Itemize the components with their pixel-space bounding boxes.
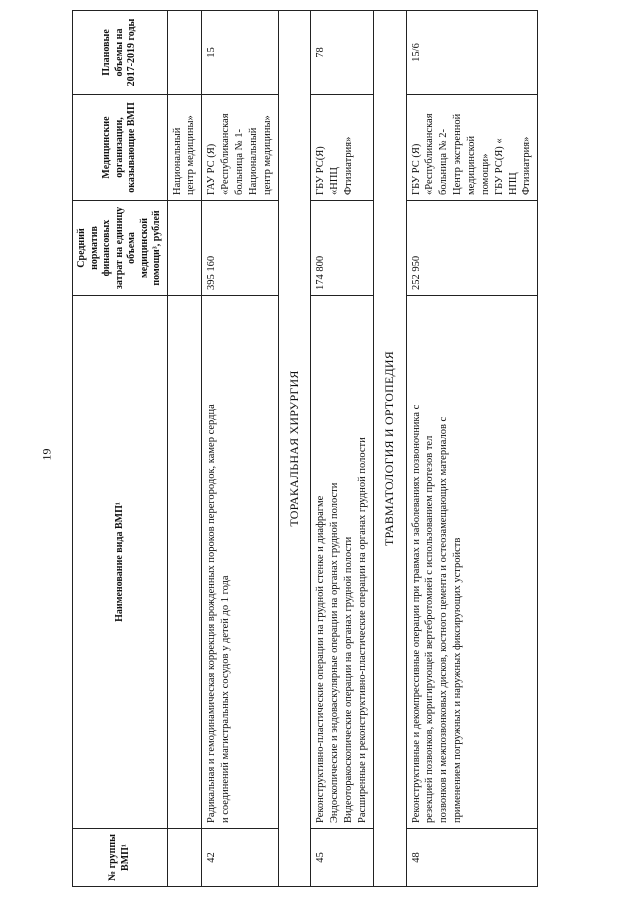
section-title-thoracic: ТОРАКАЛЬНАЯ ХИРУРГИЯ <box>278 11 311 887</box>
org-line: больница № 2- <box>438 128 450 195</box>
header-orgs: Медицинские организации, оказывающие ВМП <box>73 95 168 201</box>
volume-value: 15/6 <box>406 11 538 95</box>
name-line: Реконструктивно-пластические операции на грудной стенке и диафрагме <box>315 495 327 823</box>
name-line: применением погружных и наружных фиксирующих устройств <box>452 537 464 823</box>
header-row <box>73 11 168 887</box>
header-cost: Средний норматив финансовых затрат на единицу объема медицинской помощи³, рублей <box>73 201 168 296</box>
volume-value: 78 <box>311 11 373 95</box>
org-line: центр медицины» <box>185 115 197 195</box>
org-line: Фтизиатрия» <box>343 136 355 195</box>
section-title-traumatology: ТРАВМАТОЛОГИЯ И ОРТОПЕДИЯ <box>373 11 406 887</box>
header-volume: Плановые объемы на 2017-2019 годы <box>73 11 168 95</box>
org-list <box>202 95 278 201</box>
org-line: ГАУ РС (Я) <box>206 143 218 195</box>
org-line: Национальный <box>171 127 183 195</box>
org-line: ГБУ РС (Я) <box>410 143 422 195</box>
org-line: центр медицины» <box>261 115 273 195</box>
vmp-name <box>311 296 373 829</box>
org-list <box>311 95 373 201</box>
name-line: Видеоторакоскопические операции на органах грудной полости <box>343 536 355 823</box>
org-line: Фтизиатрия» <box>521 136 533 195</box>
section-row <box>373 11 406 887</box>
name-line: Расширенные и реконструктивно-пластические операции на органах грудной полости <box>356 437 368 823</box>
org-line: медицинской <box>466 135 478 195</box>
cost-value: 174 800 <box>311 201 373 296</box>
table-row <box>202 11 278 887</box>
cost-value: 395 160 <box>202 201 278 296</box>
org-line: помощи» <box>479 153 491 195</box>
vmp-name <box>202 296 278 829</box>
group-number: 45 <box>311 829 373 887</box>
name-line: позвонков и межпозвонковых дисков, костного цемента и остеозамещающих материалов с <box>438 416 450 823</box>
group-number: 48 <box>406 829 538 887</box>
org-line: ГБУ РС(Я) « <box>493 138 505 195</box>
name-line: Эндоскопические и эндоваскулярные операции на органах грудной полости <box>329 482 341 823</box>
page-number: 19 <box>39 448 54 461</box>
org-line: НПЦ <box>507 172 519 195</box>
org-line: Национальный <box>247 127 259 195</box>
table-row <box>311 11 373 887</box>
group-number: 42 <box>202 829 278 887</box>
vmp-name <box>406 296 538 829</box>
cost-value: 252 950 <box>406 201 538 296</box>
org-line: «Республиканская <box>220 113 232 195</box>
org-line: Центр экстренной <box>452 113 464 195</box>
continuation-orgs <box>167 95 202 201</box>
name-line: Реконструктивные и декомпрессивные операции при травмах и заболеваниях позвоночника с <box>410 404 422 823</box>
name-line: Радикальная и гемодинамическая коррекция врожденных пороков перегородок, камер сердца <box>206 404 218 823</box>
name-line: и соединений магистральных сосудов у детей до 1 года <box>220 575 232 823</box>
name-line: резекцией позвонков, корригирующей вертебротомией с использованием протезов тел <box>424 435 436 823</box>
continuation-row <box>167 11 202 887</box>
header-name: Наименование вида ВМП¹ <box>73 296 168 829</box>
org-line: больница № 1- <box>233 128 245 195</box>
vmp-table <box>72 10 538 887</box>
section-row <box>278 11 311 887</box>
org-line: «НПЦ <box>329 167 341 195</box>
org-line: ГБУ РС(Я) <box>315 146 327 195</box>
volume-value: 15 <box>202 11 278 95</box>
header-group: № группы ВМП¹ <box>73 829 168 887</box>
org-list <box>406 95 538 201</box>
org-line: «Республиканская <box>424 113 436 195</box>
table-row <box>406 11 538 887</box>
